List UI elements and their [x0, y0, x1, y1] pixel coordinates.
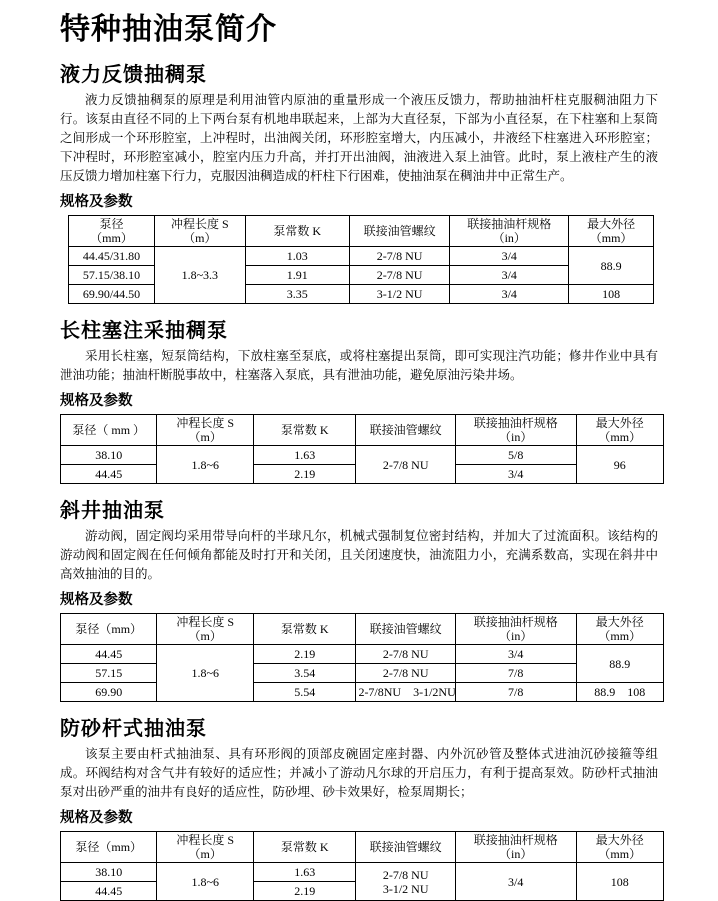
table-cell: 108 [576, 863, 663, 901]
specs-table [60, 414, 664, 484]
table-cell: 2-7/8NU 3-1/2NU [356, 683, 455, 702]
table-header-cell: 最大外径 （mm） [576, 614, 663, 645]
table-header-cell: 泵常数 K [253, 832, 356, 863]
table-row [61, 683, 664, 702]
table-header-cell: 冲程长度 S （m） [154, 216, 245, 247]
table-header-cell: 泵常数 K [245, 216, 349, 247]
table-header-cell: 联接油管螺纹 [356, 415, 455, 446]
table-cell: 2-7/8 NU [356, 664, 455, 683]
table-cell: 57.15/38.10 [69, 266, 155, 285]
table-cell: 69.90 [61, 683, 157, 702]
table-cell: 38.10 [61, 446, 157, 465]
table-header-cell: 联接抽油杆规格 （in） [450, 216, 569, 247]
table-cell: 88.9 [569, 247, 654, 285]
table-header-cell: 联接油管螺纹 [349, 216, 450, 247]
table-cell: 3/4 [455, 465, 576, 484]
section-hydraulic-feedback-pump [60, 58, 658, 304]
table-cell: 3/4 [450, 266, 569, 285]
table-header-row [61, 614, 664, 645]
table-cell: 2-7/8 NU 3-1/2 NU [356, 863, 455, 901]
table-cell: 2.19 [253, 645, 356, 664]
table-cell: 2.19 [253, 465, 356, 484]
table-cell: 3/4 [450, 285, 569, 304]
table-cell: 5.54 [253, 683, 356, 702]
table-cell: 5/8 [455, 446, 576, 465]
specs-heading: 规格及参数 [60, 194, 133, 210]
table-cell: 1.8~6 [157, 863, 253, 901]
table-cell: 44.45/31.80 [69, 247, 155, 266]
table-cell: 57.15 [61, 664, 157, 683]
section-heading: 斜井抽油泵 [60, 500, 165, 522]
section-paragraph: 该泵主要由杆式抽油泵、具有环形阀的顶部皮碗固定座封器、内外沉砂管及整体式进油沉砂接箍等组成。环阀结构对含气井有较好的适应性；并减小了游动凡尔球的开启压力，有利于提高泵效。防砂杆式抽油泵对出砂严重的油井有良好的适应性，防砂埋、砂卡效果好，检泵周期长； [60, 747, 658, 799]
table-cell: 3/4 [455, 645, 576, 664]
table-cell: 3-1/2 NU [349, 285, 450, 304]
table-header-cell: 最大外径 （mm） [576, 415, 663, 446]
table-header-cell: 联接油管螺纹 [356, 832, 455, 863]
table-cell: 1.63 [253, 446, 356, 465]
table-cell: 44.45 [61, 465, 157, 484]
table-cell: 7/8 [455, 683, 576, 702]
table-cell: 1.03 [245, 247, 349, 266]
table-header-row [69, 216, 654, 247]
table-row [61, 645, 664, 664]
table-cell: 3/4 [450, 247, 569, 266]
table-cell: 38.10 [61, 863, 157, 882]
table-cell: 69.90/44.50 [69, 285, 155, 304]
table-cell: 108 [569, 285, 654, 304]
table-cell: 2.19 [253, 882, 356, 901]
section-paragraph: 液力反馈抽稠泵的原理是利用油管内原油的重量形成一个液压反馈力，帮助抽油杆柱克服稠油阻力下行。该泵由直径不同的上下两台泵有机地串联起来，上部为大直径泵，下部为小直径泵，在下柱塞和上泵筒之间形成一个环形腔室，上冲程时，出油阀关闭，环形腔室增大，内压减小，井液经下柱塞进入环形腔室；下冲程时，环形腔室减小，腔室内压力升高，并打开出油阀，油液进入泵上油管。此时，泵上液柱产生的液压反馈力增加柱塞下行力，克服因油稠造成的杆柱下行困难，使抽油泵在稠油井中正常生产。 [60, 93, 658, 183]
specs-heading: 规格及参数 [60, 810, 133, 826]
table-header-row [61, 415, 664, 446]
table-header-row [61, 832, 664, 863]
table-cell: 2-7/8 NU [356, 645, 455, 664]
table-cell: 2-7/8 NU [349, 266, 450, 285]
table-cell: 1.8~6 [157, 645, 253, 702]
section-sand-control-rod-pump [60, 712, 658, 901]
table-cell: 88.9 [576, 645, 663, 683]
specs-heading: 规格及参数 [60, 393, 133, 409]
section-paragraph: 采用长柱塞，短泵筒结构，下放柱塞至泵底，或将柱塞提出泵筒，即可实现注汽功能；修井作业中具有泄油功能；抽油杆断脱事故中，柱塞落入泵底，具有泄油功能，避免原油污染井场。 [60, 349, 658, 382]
table-header-cell: 联接抽油杆规格 （in） [455, 614, 576, 645]
table-cell: 2-7/8 NU [356, 446, 455, 484]
table-header-cell: 泵径（ mm ） [61, 415, 157, 446]
table-cell: 3.35 [245, 285, 349, 304]
table-header-cell: 联接油管螺纹 [356, 614, 455, 645]
table-header-cell: 冲程长度 S （m） [157, 614, 253, 645]
table-cell: 88.9 108 [576, 683, 663, 702]
table-header-cell: 泵径（mm） [61, 614, 157, 645]
table-cell: 3.54 [253, 664, 356, 683]
section-heading: 长柱塞注采抽稠泵 [60, 320, 228, 342]
table-row [61, 446, 664, 465]
table-header-cell: 泵常数 K [253, 415, 356, 446]
table-row [61, 664, 664, 683]
section-paragraph: 游动阀，固定阀均采用带导向杆的半球凡尔，机械式强制复位密封结构，并加大了过流面积。该结构的游动阀和固定阀在任何倾角都能及时打开和关闭，且关闭速度快，油流阻力小，充满系数高，实现在斜井中高效抽油的目的。 [60, 529, 658, 581]
table-cell: 2-7/8 NU [349, 247, 450, 266]
page-title: 特种抽油泵简介 [60, 13, 277, 46]
table-cell: 1.8~3.3 [154, 247, 245, 304]
table-row [69, 247, 654, 266]
table-header-cell: 泵常数 K [253, 614, 356, 645]
section-heading: 防砂杆式抽油泵 [60, 718, 207, 740]
table-header-cell: 联接抽油杆规格 （in） [455, 832, 576, 863]
section-heading: 液力反馈抽稠泵 [60, 64, 207, 86]
table-header-cell: 冲程长度 S （m） [157, 832, 253, 863]
specs-heading: 规格及参数 [60, 592, 133, 608]
table-cell: 44.45 [61, 882, 157, 901]
table-header-cell: 泵径（mm） [61, 832, 157, 863]
table-cell: 7/8 [455, 664, 576, 683]
table-header-cell: 联接抽油杆规格 （in） [455, 415, 576, 446]
specs-table [60, 613, 664, 702]
section-long-plunger-pump [60, 314, 658, 484]
table-cell: 44.45 [61, 645, 157, 664]
specs-table [60, 831, 664, 901]
table-cell: 1.91 [245, 266, 349, 285]
table-cell: 96 [576, 446, 663, 484]
table-cell: 1.63 [253, 863, 356, 882]
table-row [61, 863, 664, 882]
specs-table [68, 215, 654, 304]
table-header-cell: 最大外径 （mm） [569, 216, 654, 247]
table-header-cell: 冲程长度 S （m） [157, 415, 253, 446]
table-cell: 3/4 [455, 863, 576, 901]
table-header-cell: 最大外径 （mm） [576, 832, 663, 863]
table-cell: 1.8~6 [157, 446, 253, 484]
section-deviated-well-pump [60, 494, 658, 702]
table-header-cell: 泵径 （mm） [69, 216, 155, 247]
